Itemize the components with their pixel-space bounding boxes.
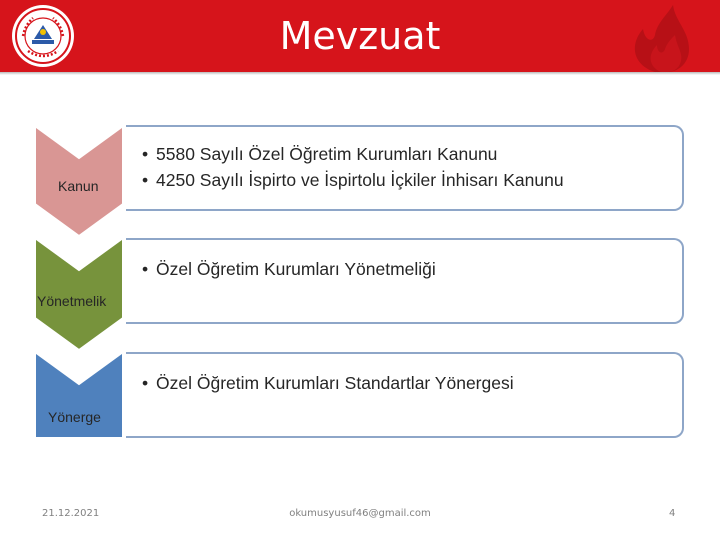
content-box-kanun [126,125,684,211]
flame-icon [615,5,705,72]
slide-title: Mevzuat [279,14,441,58]
list-item: • Özel Öğretim Kurumları Yönetmeliği [140,256,682,282]
footer-email: okumusyusuf46@gmail.com [289,508,431,519]
content-box-yonetmelik [126,238,684,324]
chevron-label-yonerge: Yönerge [48,409,101,425]
chevron-label-kanun: Kanun [58,178,99,194]
content-box-yonerge [126,352,684,438]
title-bar-shadow [0,72,720,75]
list-item: • 4250 Sayılı İspirto ve İspirtolu İçkiler İnhisarı Kanunu [140,167,682,193]
page-number: 4 [669,508,676,519]
list-item: • Özel Öğretim Kurumları Standartlar Yönergesi [140,370,682,396]
chevron-yonetmelik [35,238,123,350]
chevron-kanun [35,126,123,236]
list-item: • 5580 Sayılı Özel Öğretim Kurumları Kanunu [140,141,682,167]
chevron-label-yonetmelik: Yönetmelik [37,293,107,309]
footer-date: 21.12.2021 [42,508,100,519]
chevron-yonerge [35,352,123,438]
